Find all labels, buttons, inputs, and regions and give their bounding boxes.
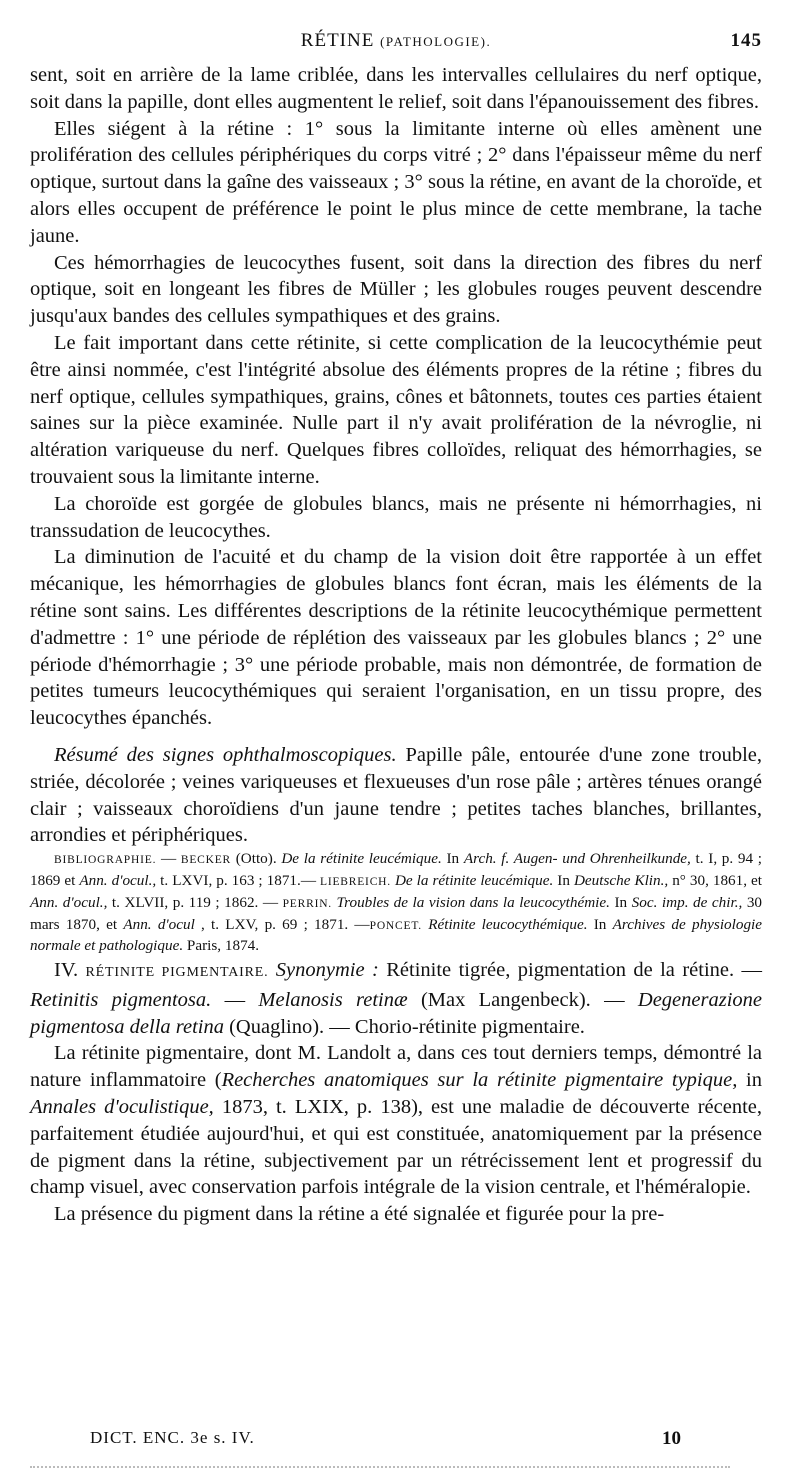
bibliography-label: BIBLIOGRAPHIE. bbox=[54, 854, 157, 867]
paragraph bbox=[30, 1040, 762, 1201]
synonymy-text: (Max Langenbeck). — bbox=[407, 988, 638, 1011]
paragraph: La choroïde est gorgée de globules blancs, mais ne présente ni hémorrhagies, ni transsudation de leucocythes. bbox=[30, 492, 762, 542]
synonym: Degenerazione pigmentosa della retina bbox=[30, 988, 763, 1038]
bib-text: — bbox=[156, 850, 181, 868]
page-number: 145 bbox=[730, 30, 762, 51]
header-title: RÉTINE bbox=[300, 30, 375, 51]
paragraph-text: in bbox=[737, 1069, 762, 1092]
bib-title: Rétinite leucocythémique. bbox=[428, 915, 588, 933]
bib-journal: Soc. imp. de chir., bbox=[631, 893, 743, 911]
bib-journal: Deutsche Klin., bbox=[573, 871, 669, 889]
bib-text: In bbox=[587, 915, 613, 933]
bib-author: PONCET. bbox=[369, 919, 422, 932]
bib-journal: Ann. d'ocul bbox=[123, 915, 195, 933]
signature-mark: DICT. ENC. 3e s. IV. bbox=[90, 1428, 255, 1447]
bib-text: 30 mars 1870, et bbox=[30, 893, 763, 933]
paragraph: La présence du pigment dans la rétine a été signalée et figurée pour la pre- bbox=[54, 1203, 665, 1226]
section-number: IV. bbox=[54, 959, 79, 982]
bib-text: , t. LXV, p. 69 ; 1871. — bbox=[194, 915, 370, 933]
bib-title: Troubles de la vision dans la leucocythémie. bbox=[336, 893, 610, 911]
bib-text: In bbox=[553, 871, 574, 889]
bib-title: De la rétinite leucémique. bbox=[281, 850, 442, 868]
synonymy-label: Synonymie : bbox=[275, 959, 379, 982]
bib-author: BECKER bbox=[180, 854, 232, 867]
paragraph-text: La rétinite pigmentaire, dont M. Landolt a, dans ces tout derniers temps, démontré la nature inflammatoire ( bbox=[30, 1042, 762, 1092]
bib-journal: Ann. d'ocul., bbox=[79, 871, 157, 889]
bib-title: De la rétinite leucémique. bbox=[394, 871, 554, 889]
bib-text: In bbox=[609, 893, 632, 911]
bib-text: t. XLVII, p. 119 ; 1862. — bbox=[107, 893, 283, 911]
citation-journal: Annales d'oculistique, bbox=[30, 1096, 214, 1119]
body-text bbox=[30, 62, 762, 1228]
bib-journal: Archives de physiologie normale et pathologique. bbox=[30, 915, 762, 955]
synonymy-text: — bbox=[211, 988, 259, 1011]
bib-text: n° 30, 1861, et bbox=[668, 871, 762, 889]
bib-text: (Otto). bbox=[231, 850, 282, 868]
section-heading: RÉTINITE PIGMENTAIRE. bbox=[85, 965, 269, 981]
synonymy-text: (Quaglino). — Chorio-rétinite pigmentaire. bbox=[223, 1015, 585, 1038]
bib-author: LIEBREICH. bbox=[320, 875, 391, 888]
bib-text: t. LXVI, p. 163 ; 1871.— bbox=[156, 871, 321, 889]
sheet-number: 10 bbox=[662, 1428, 681, 1449]
paragraph: Ces hémorrhagies de leucocythes fusent, soit dans la direction des fibres du nerf optique, soit en longeant les fibres de Müller ; les globules rouges peuvent descendre jusqu'aux bandes des cellules sympathiques et des grains. bbox=[30, 251, 762, 328]
bib-journal: Arch. f. Augen- und Ohrenheilkunde, bbox=[463, 850, 691, 868]
running-header bbox=[30, 30, 762, 56]
synonym: Melanosis retinæ bbox=[258, 988, 408, 1011]
resume-text: Papille pâle, entourée d'une zone trouble, striée, décolorée ; veines variqueuses et flexueuses d'un rose pâle ; artères ténues orangé clair ; vaisseaux choroïdiens d'un jaune tendre ; petites taches blanches, brillantes, arrondies et périphériques. bbox=[30, 743, 762, 847]
running-title bbox=[30, 30, 762, 52]
bib-text: In bbox=[441, 850, 464, 868]
section-heading-paragraph bbox=[30, 957, 762, 1040]
synonym: Retinitis pigmentosa. bbox=[30, 988, 212, 1011]
bib-journal: Ann. d'ocul., bbox=[30, 893, 108, 911]
synonymy-text: Rétinite tigrée, pigmentation de la rétine. — bbox=[378, 959, 763, 982]
header-subtitle: (PATHOLOGIE). bbox=[380, 34, 492, 49]
page-footer bbox=[30, 1428, 762, 1454]
bib-text: Paris, 1874. bbox=[183, 937, 260, 955]
paragraph-text: 1873, t. LXIX, p. 138), est une maladie de découverte récente, parfaitement étudiée aujourd'hui, et qui est constituée, anatomiquement par la présence de pigment dans la rétine, subjectivement par un rétrécissement lent et progressif du champ visuel, avec conservation parfois intégrale de la vision centrale, et l'héméralopie. bbox=[30, 1096, 763, 1199]
paragraph: La diminution de l'acuité et du champ de la vision doit être rapportée à un effet mécanique, les hémorrhagies de globules blancs font écran, mais les éléments de la rétine sont sains. Les différentes descriptions de la rétinite leucocythémique permettent d'admettre : 1° une période de réplétion des vaisseaux par les globules blancs ; 2° une période d'hémorrhagie ; 3° une période probable, mais non démontrée, de formation de petites tumeurs leucocythémiques qui seraient l'organisation, en un tissu propre, des leucocythes épanchés. bbox=[30, 546, 762, 730]
bib-author: PERRIN. bbox=[282, 897, 332, 910]
citation-title: Recherches anatomiques sur la rétinite pigmentaire typique, bbox=[221, 1069, 738, 1092]
resume-paragraph bbox=[30, 742, 762, 849]
scan-edge-noise bbox=[30, 1466, 730, 1470]
bib-text: t. I, p. 94 ; 1869 et bbox=[30, 850, 763, 889]
paragraph: Le fait important dans cette rétinite, si cette complication de la leucocythémie peut être ainsi nommée, c'est l'intégrité absolue des éléments propres de la rétine ; fibres du nerf optique, cellules sympathiques, grains, cônes et bâtonnets, toutes ces parties étaient saines sur la pièce examinée. Nulle part il n'y avait prolifération de la névroglie, ni altération variqueuse du nerf. Quelques fibres colloïdes, reliquat des hémorrhagies, se trouvaient sous la limitante interne. bbox=[30, 331, 762, 488]
paragraph: Elles siégent à la rétine : 1° sous la limitante interne où elles amènent une prolifération des cellules périphériques du corps vitré ; 2° dans l'épaisseur même du nerf optique, surtout dans la gaîne des vaisseaux ; 3° sous la rétine, en avant de la choroïde, et alors elles occupent de préférence le point le plus mince de cette membrane, la tache jaune. bbox=[30, 117, 762, 247]
bibliography bbox=[30, 849, 762, 957]
paragraph: sent, soit en arrière de la lame criblée, dans les intervalles cellulaires du nerf optique, soit dans la papille, dont elles augmentent le relief, soit dans l'épanouissement des fibres. bbox=[30, 64, 762, 113]
resume-label: Résumé des signes ophthalmoscopiques. bbox=[54, 743, 397, 766]
